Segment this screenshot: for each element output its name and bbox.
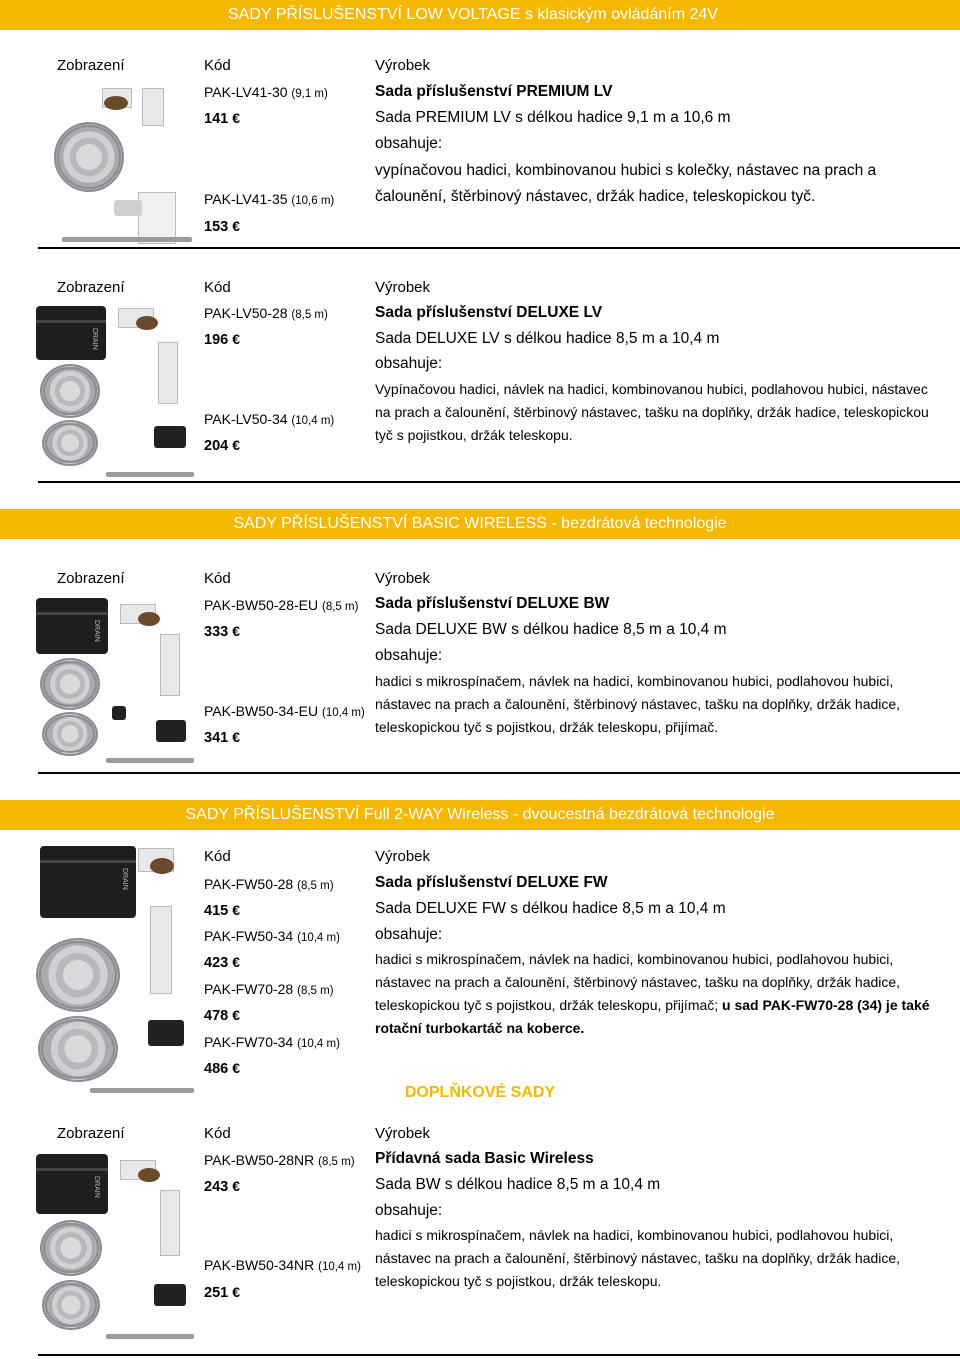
hose-length: (10,4 m)	[297, 1038, 340, 1050]
code-text: PAK-FW70-34	[204, 1034, 294, 1050]
product-subtitle: Sada DELUXE FW s délkou hadice 8,5 m a 10,4 m	[375, 900, 726, 917]
price-value: 196	[204, 332, 229, 348]
euro-icon: €	[232, 1060, 240, 1076]
product-code	[204, 191, 334, 207]
description-note: u sad PAK-FW70-28 (34) je také rotační turbokartáč na koberce.	[375, 997, 930, 1036]
euro-icon: €	[232, 954, 240, 970]
euro-icon: €	[232, 1007, 240, 1023]
price-value: 341	[204, 730, 229, 746]
code-text: PAK-BW50-28NR	[204, 1152, 315, 1168]
code-text: PAK-BW50-28-EU	[204, 597, 319, 613]
price	[204, 218, 240, 235]
product-description: hadici s mikrospínačem, návlek na hadici, kombinovanou hubici, podlahovou hubici, nástavec na prach a čalounění, štěrbinový nástavec, tašku na doplňky, držák hadice, teleskopickou tyč s pojistkou, držák teleskopu, přijímač.	[375, 673, 901, 735]
euro-icon: €	[232, 331, 240, 347]
column-header-product: Výrobek	[375, 279, 431, 296]
product-image-basic-wireless: DRAIN	[36, 1150, 196, 1344]
euro-icon: €	[232, 110, 240, 126]
column-header-product: Výrobek	[375, 57, 431, 74]
product-image-premium-lv	[42, 82, 192, 244]
product-title: Přídavná sada Basic Wireless	[375, 1150, 594, 1167]
code-text: PAK-BW50-34-EU	[204, 703, 319, 719]
product-title: Sada příslušenství DELUXE LV	[375, 304, 603, 321]
column-header-view: Zobrazení	[57, 57, 125, 74]
section-banner-basic-wireless: SADY PŘÍSLUŠENSTVÍ BASIC WIRELESS - bezdrátová technologie	[0, 509, 960, 539]
euro-icon: €	[232, 623, 240, 639]
product-title: Sada příslušenství DELUXE FW	[375, 874, 608, 891]
price	[204, 1178, 240, 1195]
price	[204, 729, 240, 746]
code-text: PAK-BW50-34NR	[204, 1257, 315, 1273]
price-value: 243	[204, 1179, 229, 1195]
product-code	[204, 1034, 340, 1050]
column-header-view: Zobrazení	[57, 279, 125, 296]
column-header-product: Výrobek	[375, 570, 431, 587]
product-code	[204, 981, 334, 997]
euro-icon: €	[232, 1178, 240, 1194]
column-header-code: Kód	[204, 279, 231, 296]
product-image-deluxe-fw: DRAIN	[10, 842, 196, 1102]
product-description: vypínačovou hadici, kombinovanou hubici s kolečky, nástavec na prach a čalounění, štěrbinový nástavec, držák hadice, teleskopickou tyč.	[375, 162, 877, 205]
hose-length: (10,4 m)	[297, 932, 340, 944]
product-description: hadici s mikrospínačem, návlek na hadici, kombinovanou hubici, podlahovou hubici, nástavec na prach a čalounění, štěrbinový nástavec, tašku na doplňky, držák hadice, teleskopickou tyč s pojistkou, držák teleskopu.	[375, 1227, 901, 1289]
product-image-deluxe-lv: DRAIN	[36, 302, 196, 478]
contains-label: obsahuje:	[375, 1202, 443, 1219]
price-value: 415	[204, 903, 229, 919]
contains-label: obsahuje:	[375, 647, 443, 664]
hose-length: (10,4 m)	[322, 707, 365, 719]
code-text: PAK-LV50-28	[204, 305, 288, 321]
section-banner-low-voltage: SADY PŘÍSLUŠENSTVÍ LOW VOLTAGE s klasickým ovládáním 24V	[0, 0, 960, 30]
product-code	[204, 1152, 355, 1168]
section-divider	[38, 481, 960, 483]
product-code	[204, 84, 328, 100]
product-image-deluxe-bw: DRAIN	[36, 594, 196, 768]
product-description	[375, 948, 943, 1040]
hose-length: (8,5 m)	[318, 1156, 355, 1168]
column-header-view: Zobrazení	[57, 570, 125, 587]
code-text: PAK-LV41-35	[204, 191, 288, 207]
section-divider	[38, 247, 960, 249]
hose-length: (8,5 m)	[322, 601, 359, 613]
column-header-code: Kód	[204, 1125, 231, 1142]
product-code	[204, 305, 328, 321]
product-subtitle: Sada DELUXE LV s délkou hadice 8,5 m a 10,4 m	[375, 330, 720, 347]
section-divider	[38, 1354, 960, 1356]
hose-length: (8,5 m)	[297, 985, 334, 997]
code-text: PAK-LV50-34	[204, 411, 288, 427]
product-code	[204, 411, 334, 427]
price	[204, 331, 240, 348]
product-title: Sada příslušenství PREMIUM LV	[375, 83, 613, 100]
contains-label: obsahuje:	[375, 355, 443, 372]
hose-length: (9,1 m)	[291, 88, 328, 100]
price-value: 486	[204, 1061, 229, 1077]
price	[204, 437, 240, 454]
price-value: 204	[204, 438, 229, 454]
code-text: PAK-LV41-30	[204, 84, 288, 100]
price	[204, 1284, 240, 1301]
column-header-view: Zobrazení	[57, 1125, 125, 1142]
price-value: 153	[204, 219, 229, 235]
product-code	[204, 876, 334, 892]
euro-icon: €	[232, 1284, 240, 1300]
code-text: PAK-FW50-34	[204, 928, 294, 944]
euro-icon: €	[232, 902, 240, 918]
code-text: PAK-FW70-28	[204, 981, 294, 997]
price	[204, 623, 240, 640]
product-code	[204, 1257, 361, 1273]
product-subtitle: Sada PREMIUM LV s délkou hadice 9,1 m a 10,6 m	[375, 109, 731, 126]
contains-label: obsahuje:	[375, 926, 443, 943]
hose-length: (8,5 m)	[291, 309, 328, 321]
product-title: Sada příslušenství DELUXE BW	[375, 595, 610, 612]
price-value: 251	[204, 1285, 229, 1301]
column-header-code: Kód	[204, 57, 231, 74]
hose-length: (8,5 m)	[297, 880, 334, 892]
column-header-product: Výrobek	[375, 1125, 431, 1142]
contains-label: obsahuje:	[375, 135, 443, 152]
product-code	[204, 703, 365, 719]
price-value: 141	[204, 111, 229, 127]
product-code	[204, 597, 358, 613]
product-subtitle: Sada DELUXE BW s délkou hadice 8,5 m a 10,4 m	[375, 621, 727, 638]
description-text: hadici s mikrospínačem, návlek na hadici, kombinovanou hubici, podlahovou hubici, nástavec na prach a čalounění, štěrbinový nástavec, tašku na doplňky, držák hadice, teleskopickou tyč s pojistkou, držák teleskopu, přijímač;	[375, 951, 901, 1013]
column-header-code: Kód	[204, 570, 231, 587]
price	[204, 110, 240, 127]
section-banner-full-2way-wireless: SADY PŘÍSLUŠENSTVÍ Full 2-WAY Wireless - dvoucestná bezdrátová technologie	[0, 800, 960, 830]
code-text: PAK-FW50-28	[204, 876, 294, 892]
price	[204, 1060, 240, 1077]
column-header-code: Kód	[204, 848, 231, 865]
subsection-title-supplementary-sets: DOPLŇKOVÉ SADY	[404, 1084, 556, 1101]
price	[204, 1007, 240, 1024]
price-value: 423	[204, 955, 229, 971]
price-value: 333	[204, 624, 229, 640]
euro-icon: €	[232, 437, 240, 453]
price	[204, 954, 240, 971]
price	[204, 902, 240, 919]
euro-icon: €	[232, 218, 240, 234]
column-header-product: Výrobek	[375, 848, 431, 865]
section-divider	[38, 772, 960, 774]
price-value: 478	[204, 1008, 229, 1024]
product-description: Vypínačovou hadici, návlek na hadici, kombinovanou hubici, podlahovou hubici, nástavec na prach a čalounění, štěrbinový nástavec, tašku na doplňky, držák hadice, teleskopickou tyč s pojistkou, držák teleskopu.	[375, 381, 929, 443]
hose-length: (10,6 m)	[291, 195, 335, 207]
hose-length: (10,4 m)	[318, 1261, 361, 1273]
product-code	[204, 928, 340, 944]
euro-icon: €	[232, 729, 240, 745]
hose-length: (10,4 m)	[291, 415, 335, 427]
product-subtitle: Sada BW s délkou hadice 8,5 m a 10,4 m	[375, 1176, 661, 1193]
